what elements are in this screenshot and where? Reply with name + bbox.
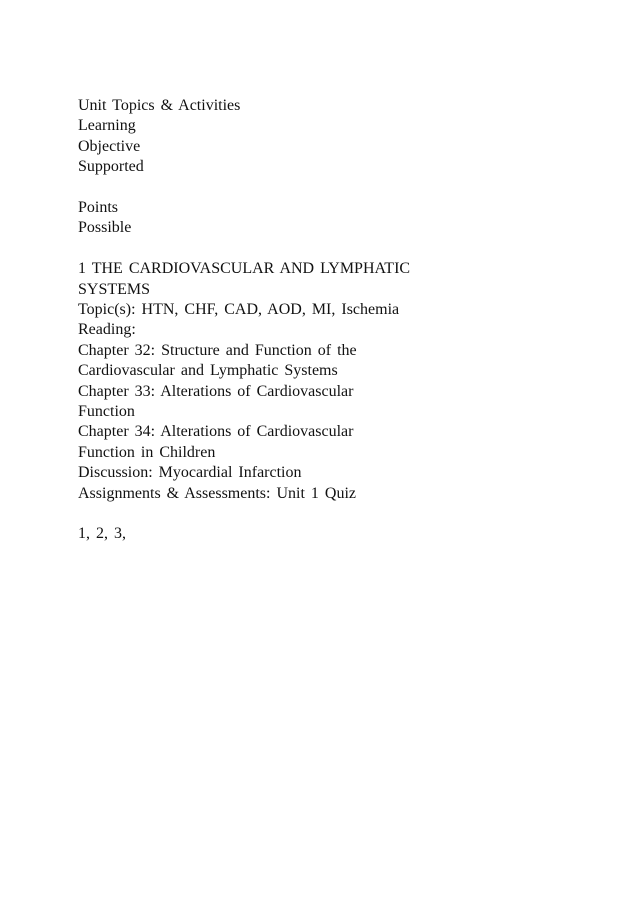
unit-1-reading-line: Function	[78, 403, 135, 421]
unit-1-topics-line: Topic(s): HTN, CHF, CAD, AOD, MI, Ischemia	[78, 301, 400, 319]
document-content	[78, 96, 598, 545]
points-line: Points	[78, 199, 119, 217]
unit-1-reading-line: Function in Children	[78, 443, 216, 461]
unit-1-title-line: 1 THE CARDIOVASCULAR AND LYMPHATIC	[78, 260, 411, 278]
objectives-line: 1, 2, 3,	[78, 525, 126, 543]
objectives-block	[78, 524, 598, 544]
points-line: Possible	[78, 219, 132, 237]
paragraph-gap	[78, 178, 598, 198]
unit-1-reading-line: Chapter 32: Structure and Function of the	[78, 341, 357, 359]
unit-1-title-line: SYSTEMS	[78, 280, 151, 298]
unit-1-reading-label: Reading:	[78, 321, 136, 339]
header-block	[78, 96, 598, 178]
header-line: Learning	[78, 117, 136, 135]
header-line: Objective	[78, 137, 141, 155]
unit-1-block	[78, 259, 598, 504]
unit-1-discussion-line: Discussion: Myocardial Infarction	[78, 464, 302, 482]
points-block	[78, 198, 598, 239]
unit-1-assignments-line: Assignments & Assessments: Unit 1 Quiz	[78, 484, 357, 502]
header-line: Unit Topics & Activities	[78, 97, 241, 114]
paragraph-gap	[78, 239, 598, 259]
header-line: Supported	[78, 158, 144, 176]
paragraph-gap	[78, 504, 598, 524]
unit-1-reading-line: Chapter 34: Alterations of Cardiovascular	[78, 423, 354, 441]
unit-1-reading-line: Cardiovascular and Lymphatic Systems	[78, 362, 338, 380]
unit-1-reading-line: Chapter 33: Alterations of Cardiovascular	[78, 382, 354, 400]
